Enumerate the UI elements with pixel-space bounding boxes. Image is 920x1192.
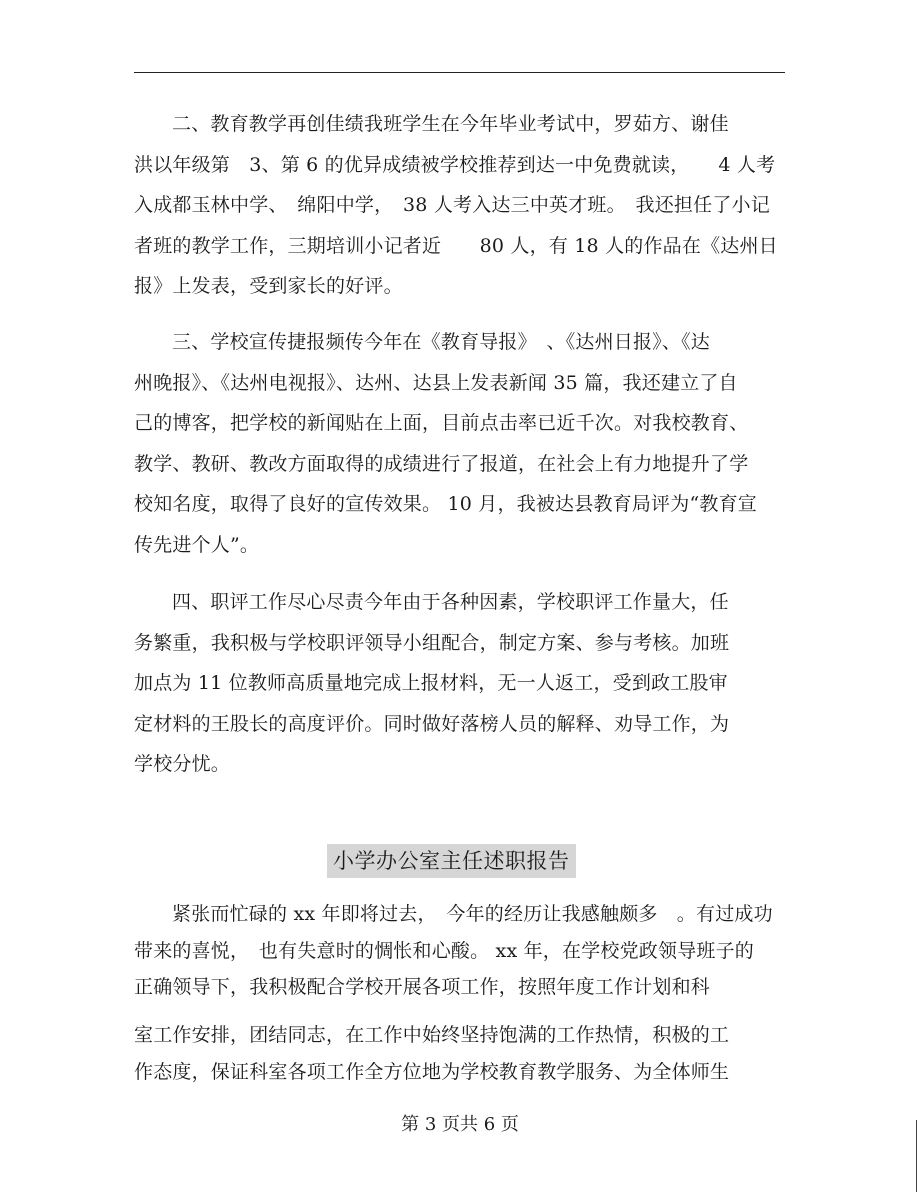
section-education-achievements: [134, 104, 794, 307]
text-line: 三、学校宣传捷报频传今年在《教育导报》 、《达州日报》、《达: [172, 331, 711, 353]
text-line: 州晚报》、《达州电视报》、达州、达县上发表新闻 35 篇，我还建立了自: [134, 371, 738, 394]
text-line: 二、教育教学再创佳绩我班学生在今年毕业考试中，罗茹方、谢佳: [172, 113, 729, 135]
text-line: 正确领导下，我积极配合学校开展各项工作，按照年度工作计划和科: [134, 976, 711, 998]
text-line: 者班的教学工作，三期培训小记者近 80 人，有 18 人的作品在《达州日: [134, 234, 778, 257]
text-line: 校知名度，取得了良好的宣传效果。 10 月，我被达县教育局评为“教育宣: [134, 493, 757, 515]
text-line: 四、职评工作尽心尽责今年由于各种因素，学校职评工作量大，任: [172, 591, 729, 613]
text-line: 学校分忧。: [134, 753, 231, 775]
text-line: 紧张而忙碌的 xx 年即将过去， 今年的经历让我感触颇多 。有过成功: [172, 903, 773, 925]
section-title-evaluation: [134, 582, 794, 785]
text-line: 己的博客，把学校的新闻贴在上面，目前点击率已近千次。对我校教育、: [134, 412, 749, 434]
text-line: 入成都玉林中学、 绵阳中学， 38 人考入达三中英才班。 我还担任了小记: [134, 194, 770, 216]
text-line: 作态度，保证科室各项工作全方位地为学校教育教学服务、为全体师生: [134, 1060, 730, 1083]
section-school-publicity: [134, 322, 794, 565]
report-intro: [134, 896, 794, 1006]
text-line: 传先进个人”。: [134, 533, 260, 556]
header-rule: [134, 72, 785, 73]
text-line: 洪以年级第 3、第 6 的优异成绩被学校推荐到达一中免费就读， 4 人考: [134, 153, 776, 176]
text-line: 室工作安排，团结同志，在工作中始终坚持饱满的工作热情，积极的工: [134, 1024, 730, 1046]
text-line: 定材料的王股长的高度评价。同时做好落榜人员的解释、劝导工作，为: [134, 712, 730, 735]
page-edge-line: [916, 1120, 917, 1192]
text-line: 带来的喜悦， 也有失意时的惆怅和心酸。 xx 年，在学校党政领导班子的: [134, 939, 755, 962]
text-line: 加点为 11 位教师高质量地完成上报材料，无一人返工，受到政工股审: [134, 672, 728, 694]
page-number: 第 3 页共 6 页: [401, 1114, 519, 1135]
text-line: 务繁重，我积极与学校职评领导小组配合，制定方案、参与考核。加班: [134, 631, 730, 654]
report-title: 小学办公室主任述职报告: [327, 844, 576, 878]
text-line: 教学、教研、教改方面取得的成绩进行了报道，在社会上有力地提升了学: [134, 452, 749, 475]
report-continued: [134, 1017, 794, 1090]
text-line: 报》上发表，受到家长的好评。: [134, 275, 403, 297]
